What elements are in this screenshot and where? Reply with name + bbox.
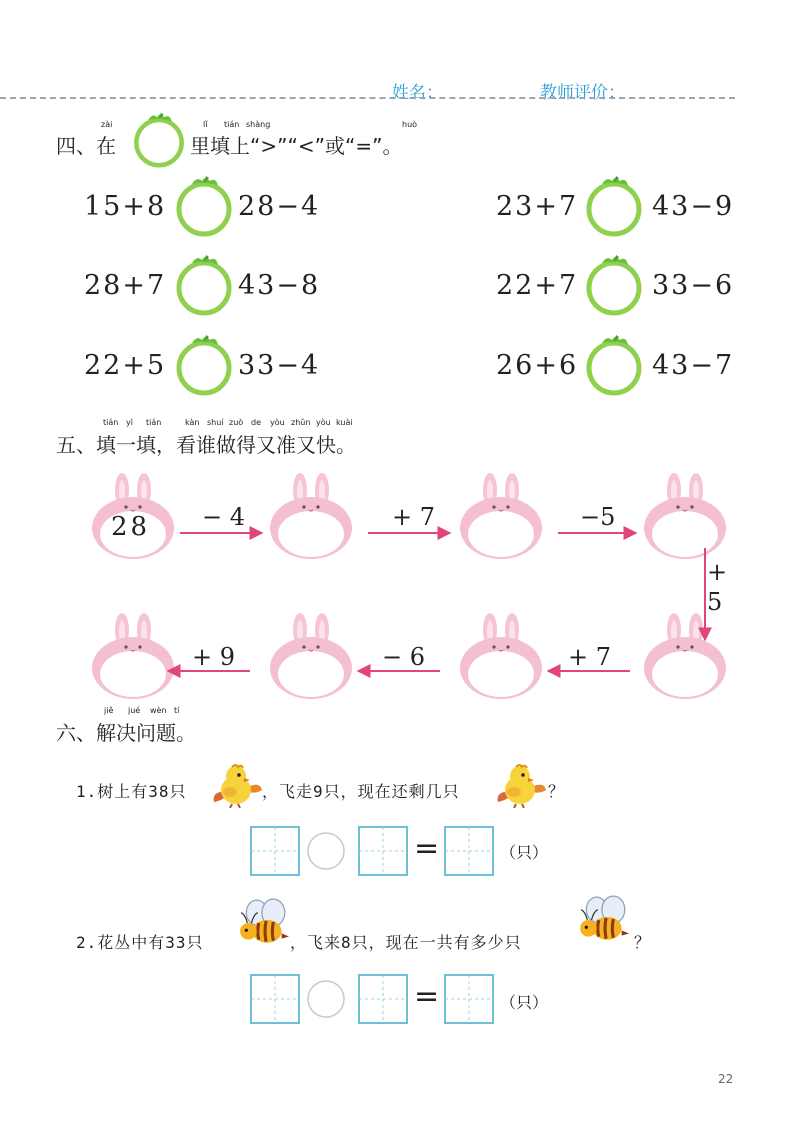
pinyin-zai: zài — [101, 120, 113, 129]
operation-label: + 7 — [392, 503, 436, 531]
answer-grid-box[interactable] — [358, 826, 408, 876]
operation-label: + — [707, 558, 728, 586]
operation-label: + 7 — [568, 643, 612, 671]
operation-label: − 6 — [382, 643, 426, 671]
operator-circle[interactable] — [306, 831, 346, 871]
pinyin: yì — [126, 418, 133, 427]
bunny-frame[interactable] — [266, 472, 356, 562]
expr-right: 33−6 — [652, 270, 735, 301]
question2-text-middle: ，飞来8只，现在一共有多少只 — [290, 933, 522, 952]
answer-ring-icon — [130, 110, 188, 168]
section6-title: 六、解决问题。 — [56, 721, 196, 745]
section4-title-end: 里填上“>”“<”或“=”。 — [190, 134, 403, 158]
pinyin: tián — [146, 418, 162, 427]
section4-title-start: 四、在 — [56, 134, 116, 158]
answer-grid-box[interactable] — [358, 974, 408, 1024]
bunny-frame[interactable] — [640, 612, 730, 702]
bunny-frame[interactable] — [88, 612, 178, 702]
bunny-frame[interactable] — [640, 472, 730, 562]
answer-ring-icon[interactable] — [582, 332, 646, 396]
answer-grid-box[interactable] — [444, 974, 494, 1024]
question1-text-end: ？ — [548, 782, 566, 801]
header-divider — [0, 97, 735, 99]
expr-right: 28−4 — [238, 191, 321, 222]
expr-left: 28+7 — [84, 270, 167, 301]
answer-ring-icon[interactable] — [172, 332, 236, 396]
expr-left: 23+7 — [496, 191, 579, 222]
answer-ring-icon[interactable] — [172, 252, 236, 316]
bunny-frame[interactable] — [456, 472, 546, 562]
expr-right: 43−9 — [652, 191, 735, 222]
answer-ring-icon[interactable] — [172, 173, 236, 237]
teacher-evaluation-label: 教师评价： — [540, 83, 625, 103]
answer-ring-icon[interactable] — [582, 173, 646, 237]
equals-sign: = — [414, 979, 440, 1014]
pinyin: jiě — [104, 706, 114, 715]
pinyin: tián — [103, 418, 119, 427]
bee-icon — [238, 898, 290, 948]
answer-grid-box[interactable] — [250, 974, 300, 1024]
name-label: 姓名： — [392, 83, 443, 103]
pinyin-li: lǐ — [203, 120, 208, 129]
pinyin: wèn — [150, 706, 167, 715]
expr-left: 22+7 — [496, 270, 579, 301]
pinyin: jué — [128, 706, 141, 715]
section5-title: 五、填一填，看谁做得又准又快。 — [56, 433, 356, 457]
equals-sign: = — [414, 831, 440, 866]
pinyin-huo: huò — [402, 120, 418, 129]
unit-label: （只） — [500, 993, 549, 1012]
answer-grid-box[interactable] — [444, 826, 494, 876]
pinyin: shuí — [207, 418, 224, 427]
pinyin-tian: tián — [224, 120, 240, 129]
bee-icon — [578, 895, 630, 945]
pinyin: de — [251, 418, 261, 427]
bird-icon — [212, 764, 262, 808]
bunny-frame[interactable] — [456, 612, 546, 702]
operator-circle[interactable] — [306, 979, 346, 1019]
expr-left: 26+6 — [496, 350, 579, 381]
expr-left: 22+5 — [84, 350, 167, 381]
expr-right: 33−4 — [238, 350, 321, 381]
expr-left: 15+8 — [84, 191, 167, 222]
bird-icon — [496, 764, 546, 808]
question1-text-middle: ，飞走9只，现在还剩几只 — [262, 782, 460, 801]
pinyin: yòu — [316, 418, 331, 427]
pinyin: kàn — [185, 418, 200, 427]
question2-text-end: ？ — [634, 933, 652, 952]
pinyin: zuò — [229, 418, 244, 427]
expr-right: 43−8 — [238, 270, 321, 301]
pinyin: kuài — [336, 418, 353, 427]
operation-label: + 9 — [192, 643, 236, 671]
answer-grid-box[interactable] — [250, 826, 300, 876]
answer-ring-icon[interactable] — [582, 252, 646, 316]
pinyin: yòu — [270, 418, 285, 427]
expr-right: 43−7 — [652, 350, 735, 381]
page-number: 22 — [718, 1072, 734, 1086]
start-number: 28 — [111, 512, 151, 542]
bunny-frame[interactable] — [266, 612, 356, 702]
question1-text-start: 1.树上有38只 — [76, 782, 187, 801]
unit-label: （只） — [500, 843, 549, 862]
operation-label: − 4 — [202, 503, 246, 531]
pinyin-shang: shàng — [246, 120, 271, 129]
question2-text-start: 2.花丛中有33只 — [76, 933, 204, 952]
pinyin: tí — [174, 706, 180, 715]
operation-label: −5 — [580, 503, 616, 531]
pinyin: zhǔn — [291, 418, 311, 427]
operation-label: 5 — [707, 588, 723, 616]
